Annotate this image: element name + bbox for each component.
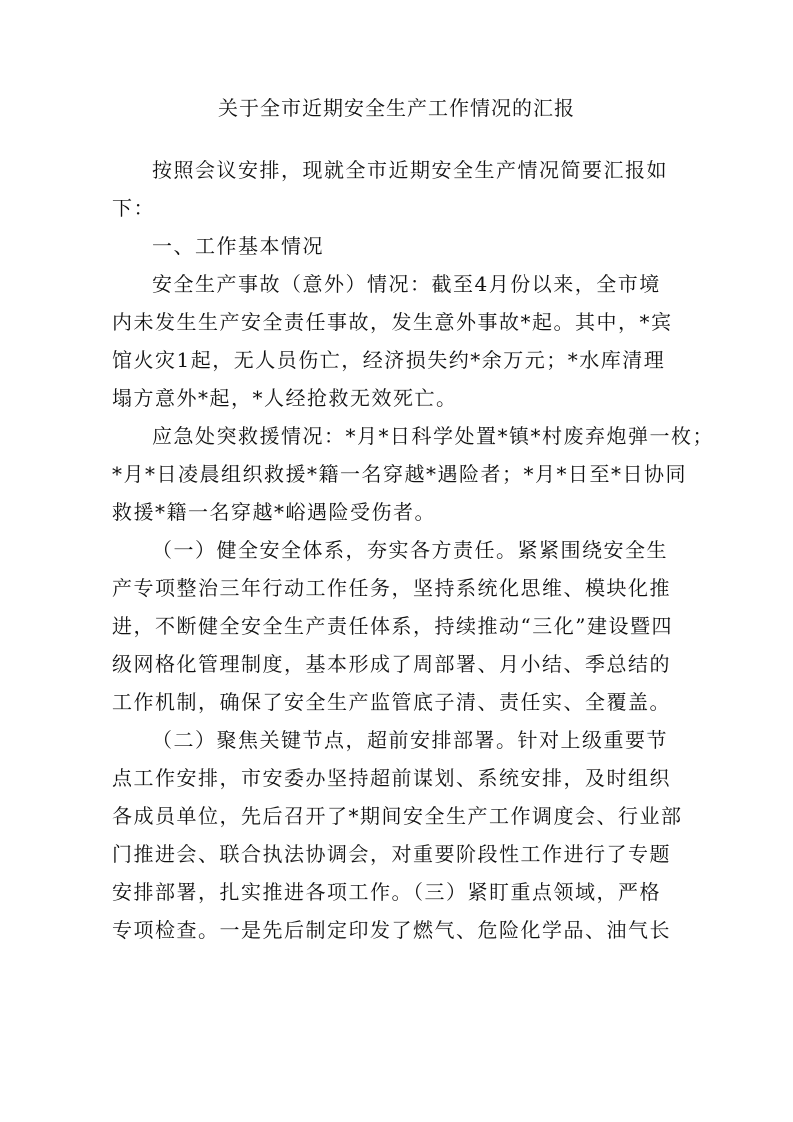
text-line: 按照会议安排，现就全市近期安全生产情况简要汇报如 bbox=[152, 158, 668, 182]
paragraph-key-nodes bbox=[112, 721, 684, 949]
text-line: 点工作安排，市安委办坚持超前谋划、系统安排，及时组织 bbox=[112, 766, 671, 790]
paragraph-intro bbox=[112, 151, 684, 227]
text-line: 工作机制，确保了安全生产监管底子清、责任实、全覆盖。 bbox=[112, 690, 671, 714]
document-title: 关于全市近期安全生产工作情况的汇报 bbox=[218, 96, 575, 120]
document-body bbox=[112, 151, 714, 949]
text-line: *月*日凌晨组织救援*籍一名穿越*遇险者；*月*日至*日协同 bbox=[112, 462, 687, 486]
text-line: 产专项整治三年行动工作任务，坚持系统化思维、模块化推 bbox=[112, 576, 671, 600]
text-line: 进，不断健全安全生产责任体系，持续推动“三化”建设暨四 bbox=[112, 614, 673, 638]
text-line: 专项检查。一是先后制定印发了燃气、危险化学品、油气长 bbox=[112, 918, 671, 942]
paragraph-emergency-rescue bbox=[112, 417, 714, 531]
text-line: 门推进会、联合执法协调会，对重要阶段性工作进行了专题 bbox=[112, 842, 671, 866]
text-line: 馆火灾1起，无人员伤亡，经济损失约*余万元；*水库清理 bbox=[112, 348, 666, 372]
text-line: 内未发生生产安全责任事故，发生意外事故*起。其中，*宾 bbox=[112, 310, 673, 334]
text-line: 下： bbox=[112, 196, 155, 220]
text-line: 塌方意外*起，*人经抢救无效死亡。 bbox=[112, 386, 458, 410]
text-line: 安排部署，扎实推进各项工作。（三）紧盯重点领域，严格 bbox=[112, 880, 661, 904]
text-line: （一）健全安全体系，夯实各方责任。紧紧围绕安全生 bbox=[152, 538, 668, 562]
text-line: 各成员单位，先后召开了*期间安全生产工作调度会、行业部 bbox=[112, 804, 683, 828]
paragraph-safety-system bbox=[112, 531, 684, 721]
section-heading bbox=[112, 227, 684, 265]
text-line: 级网格化管理制度，基本形成了周部署、月小结、季总结的 bbox=[112, 652, 671, 676]
text-line: 安全生产事故（意外）情况：截至4月份以来，全市境 bbox=[152, 272, 661, 296]
text-line: （二）聚焦关键节点，超前安排部署。针对上级重要节 bbox=[152, 728, 668, 752]
text-line: 应急处突救援情况：*月*日科学处置*镇*村废弃炮弹一枚； bbox=[152, 424, 714, 448]
paragraph-accidents bbox=[112, 265, 684, 417]
text-line: 救援*籍一名穿越*峪遇险受伤者。 bbox=[112, 500, 436, 524]
text-line: 一、工作基本情况 bbox=[152, 234, 324, 258]
